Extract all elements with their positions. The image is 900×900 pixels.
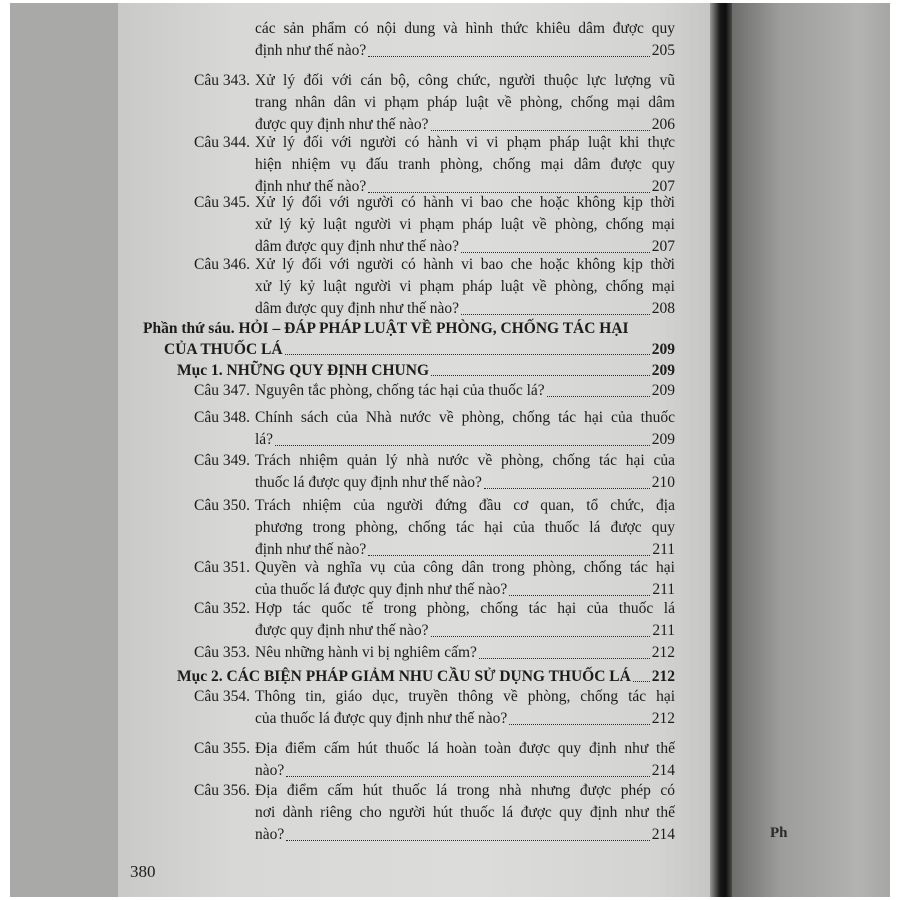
dot-leader <box>509 723 649 725</box>
book-gutter <box>710 3 732 897</box>
page-ref: 211 <box>652 622 675 639</box>
question-line: Xử lý đối với người có hành vi vi phạm pháp luật khi thực <box>255 134 675 151</box>
part-page: 209 <box>651 341 675 358</box>
page-ref: 212 <box>651 710 675 727</box>
toc-entry <box>194 557 675 601</box>
muc2-page: 212 <box>651 668 675 685</box>
question-text <box>255 70 675 136</box>
question-number: Câu 348. <box>194 409 250 426</box>
question-line: lá? <box>255 431 274 448</box>
part-heading-line2: CỦA THUỐC LÁ <box>164 341 283 358</box>
question-line: nào? <box>255 826 285 843</box>
page-ref: 211 <box>652 541 675 558</box>
question-number: Câu 347. <box>194 382 250 399</box>
page-ref: 207 <box>651 238 675 255</box>
question-number: Câu 344. <box>194 134 250 151</box>
page-ref: 210 <box>651 474 675 491</box>
question-line: phương trong phòng, chống tác hại của thuốc lá được quy <box>255 519 675 536</box>
question-line: của thuốc lá được quy định như thế nào? <box>255 710 508 727</box>
toc-entry <box>194 380 675 402</box>
page-ref: 209 <box>651 382 675 399</box>
question-text <box>255 254 675 320</box>
question-line: Xử lý đối với người có hành vi bao che hoặc không kịp thời <box>255 194 675 211</box>
page-ref: 205 <box>651 42 675 59</box>
page-ref: 214 <box>651 826 675 843</box>
dot-leader <box>509 594 650 596</box>
question-text <box>255 18 675 62</box>
muc2-heading <box>177 666 675 687</box>
page-number: 380 <box>130 862 156 881</box>
question-line: định như thế nào? <box>255 42 367 59</box>
dot-leader <box>368 55 649 57</box>
question-line: được quy định như thế nào? <box>255 116 429 133</box>
question-line: Nguyên tắc phòng, chống tác hại của thuốc lá? <box>255 382 545 399</box>
question-text <box>255 686 675 730</box>
toc-entry <box>194 132 675 198</box>
next-page-fragment: Ph <box>770 825 788 841</box>
dot-leader <box>479 657 650 659</box>
question-line: thuốc lá được quy định như thế nào? <box>255 474 482 491</box>
muc2-title: Mục 2. CÁC BIỆN PHÁP GIẢM NHU CẦU SỬ DỤNG THUỐC LÁ <box>177 668 631 685</box>
toc-entry <box>194 450 675 494</box>
dot-leader <box>285 353 650 355</box>
question-text <box>255 450 675 494</box>
muc1-title: Mục 1. NHỮNG QUY ĐỊNH CHUNG <box>177 362 430 379</box>
question-text <box>255 598 675 642</box>
toc-entry <box>194 686 675 730</box>
question-text <box>255 380 675 402</box>
question-line: Xử lý đối với người có hành vi bao che hoặc không kịp thời <box>255 256 675 273</box>
dot-leader <box>484 487 650 489</box>
dot-leader <box>431 129 650 131</box>
question-line: Xử lý đối với cán bộ, công chức, người thuộc lực lượng vũ <box>255 72 675 89</box>
question-line: Hợp tác quốc tế trong phòng, chống tác hại của thuốc lá <box>255 600 675 617</box>
question-number: Câu 343. <box>194 72 250 89</box>
question-line: Địa điểm cấm hút thuốc lá hoàn toàn được quy định như thế <box>255 740 675 757</box>
toc-entry <box>194 738 675 782</box>
question-text <box>255 780 675 846</box>
question-number: Câu 356. <box>194 782 250 799</box>
question-line: Nêu những hành vi bị nghiêm cấm? <box>255 644 477 661</box>
question-line: dâm được quy định như thế nào? <box>255 300 460 317</box>
toc-entry <box>194 495 675 561</box>
dot-leader <box>633 680 650 682</box>
toc-entry <box>194 407 675 451</box>
dot-leader <box>547 395 650 397</box>
page-ref: 211 <box>652 581 675 598</box>
question-line: của thuốc lá được quy định như thế nào? <box>255 581 508 598</box>
book-page-right <box>732 3 890 897</box>
question-number: Câu 351. <box>194 559 250 576</box>
dot-leader <box>431 635 651 637</box>
toc-entry <box>194 642 675 664</box>
question-line: Địa điểm cấm hút thuốc lá trong nhà nhưng được phép có <box>255 782 675 799</box>
question-number: Câu 355. <box>194 740 250 757</box>
page-ref: 206 <box>651 116 675 133</box>
muc1-page: 209 <box>651 362 675 379</box>
toc-entry <box>194 598 675 642</box>
question-number: Câu 350. <box>194 497 250 514</box>
question-number: Câu 354. <box>194 688 250 705</box>
question-line: định như thế nào? <box>255 178 367 195</box>
page-ref: 208 <box>651 300 675 317</box>
toc-entry <box>194 254 675 320</box>
dot-leader <box>461 251 650 253</box>
question-text <box>255 738 675 782</box>
muc1-heading <box>177 360 675 381</box>
question-line: xử lý kỷ luật người vi phạm pháp luật về phòng, chống mại <box>255 216 675 233</box>
question-line: Quyền và nghĩa vụ của công dân trong phòng, chống tác hại <box>255 559 675 576</box>
dot-leader <box>286 839 649 841</box>
question-number: Câu 353. <box>194 644 250 661</box>
question-line: trang nhân dân vi phạm pháp luật về phòng, chống mại dâm <box>255 94 675 111</box>
toc-entry <box>194 192 675 258</box>
question-line: nơi dành riêng cho người hút thuốc lá được quy định như thế <box>255 804 675 821</box>
question-line: Chính sách của Nhà nước về phòng, chống tác hại của thuốc <box>255 409 675 426</box>
dot-leader <box>275 444 650 446</box>
question-text <box>255 557 675 601</box>
page-ref: 207 <box>651 178 675 195</box>
question-text <box>255 132 675 198</box>
part-heading <box>143 318 675 360</box>
question-number: Câu 352. <box>194 600 250 617</box>
dot-leader <box>431 374 650 376</box>
question-line: xử lý kỷ luật người vi phạm pháp luật về phòng, chống mại <box>255 278 675 295</box>
toc-entry <box>194 70 675 136</box>
question-line: dâm được quy định như thế nào? <box>255 238 460 255</box>
question-text <box>255 192 675 258</box>
toc-entry <box>194 780 675 846</box>
dot-leader <box>368 554 650 556</box>
dot-leader <box>286 775 649 777</box>
question-line: định như thế nào? <box>255 541 367 558</box>
question-number: Câu 349. <box>194 452 250 469</box>
question-line: các sản phẩm có nội dung và hình thức khiêu dâm được quy <box>255 20 675 37</box>
page-ref: 212 <box>651 644 675 661</box>
question-number: Câu 346. <box>194 256 250 273</box>
question-text <box>255 642 675 664</box>
question-line: hiện nhiệm vụ đấu tranh phòng, chống mại dâm được quy <box>255 156 675 173</box>
question-line: Thông tin, giáo dục, truyền thông về phòng, chống tác hại <box>255 688 675 705</box>
question-text <box>255 407 675 451</box>
question-number: Câu 345. <box>194 194 250 211</box>
question-line: nào? <box>255 762 285 779</box>
page-ref: 209 <box>651 431 675 448</box>
question-line: Trách nhiệm của người đứng đầu cơ quan, tổ chức, địa <box>255 497 675 514</box>
part-heading-line1: Phần thứ sáu. HỎI – ĐÁP PHÁP LUẬT VỀ PHÒNG, CHỐNG TÁC HẠI <box>143 320 629 337</box>
page-ref: 214 <box>651 762 675 779</box>
question-line: Trách nhiệm quản lý nhà nước về phòng, chống tác hại của <box>255 452 675 469</box>
dot-leader <box>461 313 650 315</box>
question-line: được quy định như thế nào? <box>255 622 429 639</box>
question-text <box>255 495 675 561</box>
toc-entry <box>194 18 675 62</box>
